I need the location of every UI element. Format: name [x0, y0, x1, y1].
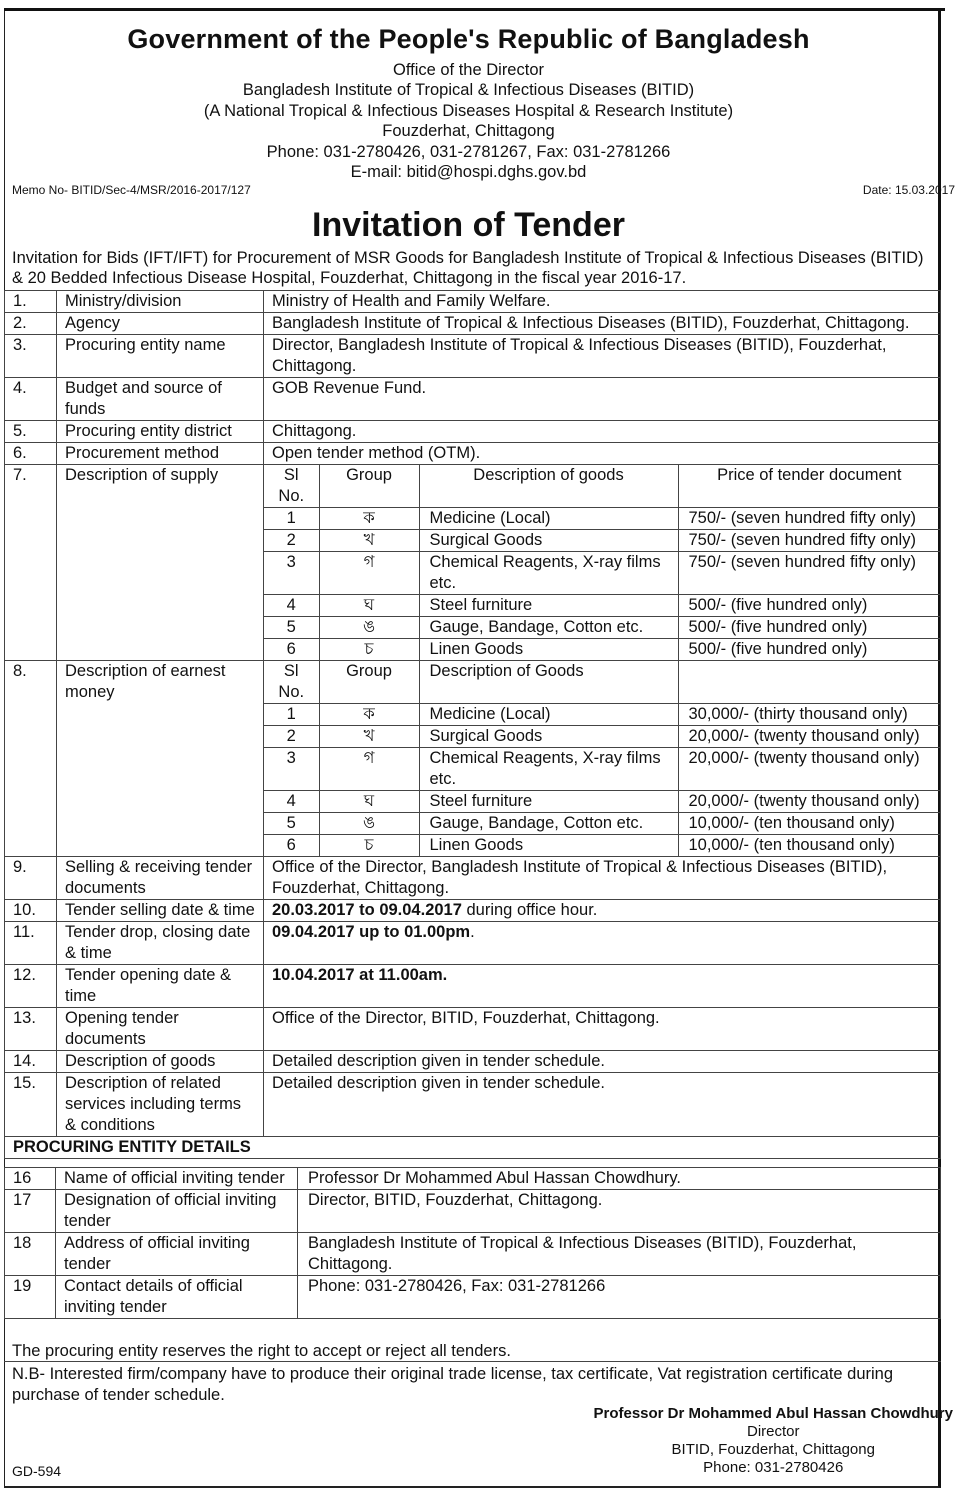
signatory-name: Professor Dr Mohammed Abul Hassan Chowdhury: [593, 1405, 953, 1422]
row-value: GOB Revenue Fund.: [264, 378, 941, 421]
item-group: ক: [319, 704, 419, 726]
row-label: Description of goods: [57, 1051, 264, 1073]
header-amount: [678, 661, 940, 704]
row-label: Description of supply: [57, 465, 264, 661]
row-number: 14.: [5, 1051, 57, 1073]
earnest-row: [264, 748, 940, 791]
row-number: 17: [5, 1190, 56, 1233]
supply-row: [264, 530, 940, 552]
table-row: [5, 1051, 941, 1073]
row-label: Tender drop, closing date & time: [57, 922, 264, 965]
top-rule: [4, 8, 945, 11]
selling-time-note: during office hour.: [461, 901, 598, 919]
row-value: Office of the Director, Bangladesh Institute of Tropical & Infectious Diseases (BITID), Fouzderhat, Chittagong.: [264, 857, 941, 900]
item-sl: 1: [264, 704, 319, 726]
item-group: খ: [319, 726, 419, 748]
row-label: Name of official inviting tender: [56, 1168, 298, 1190]
item-group: গ: [319, 748, 419, 791]
supply-row: [264, 552, 940, 595]
row-label: Description of earnest money: [57, 661, 264, 857]
row-label: Budget and source of funds: [57, 378, 264, 421]
table-row: [5, 1168, 941, 1190]
item-group: ক: [319, 508, 419, 530]
header-line-subtitle: (A National Tropical & Infectious Diseases Hospital & Research Institute): [203, 102, 734, 120]
supply-cell: [264, 465, 941, 661]
row-number: 11.: [5, 922, 57, 965]
signatory-phone: Phone: 031-2780426: [703, 1459, 844, 1476]
row-number: 5.: [5, 421, 57, 443]
header-line-phone: Phone: 031-2780426, 031-2781267, Fax: 031-2781266: [266, 143, 671, 161]
item-sl: 5: [264, 617, 319, 639]
row-value: Director, Bangladesh Institute of Tropical & Infectious Diseases (BITID), Fouzderhat, Chittagong.: [264, 335, 941, 378]
table-row: [5, 313, 941, 335]
row-number: 4.: [5, 378, 57, 421]
row-label: Tender selling date & time: [57, 900, 264, 922]
item-amount: 20,000/- (twenty thousand only): [678, 726, 940, 748]
row-value: [264, 922, 941, 965]
earnest-header-row: [264, 661, 940, 704]
item-sl: 3: [264, 552, 319, 595]
row-number: 8.: [5, 661, 57, 857]
signature-block: [593, 1405, 953, 1477]
item-group: ঙ: [319, 617, 419, 639]
supply-row: [264, 617, 940, 639]
opening-date: 10.04.2017 at 11.00am.: [272, 966, 448, 984]
item-price: 500/- (five hundred only): [678, 617, 940, 639]
row-label: Procurement method: [57, 443, 264, 465]
item-amount: 30,000/- (thirty thousand only): [678, 704, 940, 726]
row-value: Detailed description given in tender schedule.: [264, 1051, 941, 1073]
row-value: Director, BITID, Fouzderhat, Chittagong.: [298, 1190, 941, 1233]
row-label: Procuring entity name: [57, 335, 264, 378]
table-row: [5, 857, 941, 900]
earnest-row: [264, 791, 940, 813]
closing-date-suffix: .: [470, 923, 475, 941]
table-row: [5, 443, 941, 465]
earnest-row: [264, 726, 940, 748]
item-group: ঙ: [319, 813, 419, 835]
item-desc: Linen Goods: [419, 835, 678, 857]
row-number: 10.: [5, 900, 57, 922]
row-value: [264, 965, 941, 1008]
item-desc: Chemical Reagents, X-ray films etc.: [419, 748, 678, 791]
earnest-cell: [264, 661, 941, 857]
intro-paragraph: Invitation for Bids (IFT/IFT) for Procurement of MSR Goods for Bangladesh Institute of Tropical & Infectious Diseases (BITID) & 20 Bedded Infectious Disease Hospital, Fouzderhat, Chittagong in the fiscal year 2016-17.: [12, 249, 924, 287]
header-desc: Description of goods: [419, 465, 678, 508]
reserve-statement: The procuring entity reserves the right to accept or reject all tenders.: [12, 1342, 511, 1360]
item-sl: 6: [264, 639, 319, 661]
item-price: 500/- (five hundred only): [678, 639, 940, 661]
table-row: [5, 1233, 941, 1276]
header-sl: Sl No.: [264, 661, 319, 704]
row-value: Chittagong.: [264, 421, 941, 443]
section-header-row: [5, 1137, 941, 1159]
earnest-row: [264, 704, 940, 726]
procuring-section-title: PROCURING ENTITY DETAILS: [5, 1137, 941, 1159]
row-number: 18: [5, 1233, 56, 1276]
row-value: Open tender method (OTM).: [264, 443, 941, 465]
gd-code: GD-594: [12, 1463, 62, 1479]
row-label: Designation of official inviting tender: [56, 1190, 298, 1233]
supply-row: [264, 595, 940, 617]
header-sl: Sl No.: [264, 465, 319, 508]
item-price: 750/- (seven hundred fifty only): [678, 530, 940, 552]
table-row: [5, 465, 941, 661]
header-price: Price of tender document: [678, 465, 940, 508]
item-sl: 3: [264, 748, 319, 791]
row-value: Professor Dr Mohammed Abul Hassan Chowdhury.: [298, 1168, 941, 1190]
row-value: Bangladesh Institute of Tropical & Infectious Diseases (BITID), Fouzderhat, Chittagong.: [264, 313, 941, 335]
row-number: 16: [5, 1168, 56, 1190]
item-desc: Steel furniture: [419, 595, 678, 617]
tender-details-table: [4, 290, 941, 1159]
item-desc: Gauge, Bandage, Cotton etc.: [419, 813, 678, 835]
supply-table: [264, 465, 940, 660]
row-number: 1.: [5, 291, 57, 313]
closing-date: 09.04.2017 up to 01.00pm: [272, 923, 471, 941]
row-label: Tender opening date & time: [57, 965, 264, 1008]
row-number: 15.: [5, 1073, 57, 1137]
item-sl: 2: [264, 530, 319, 552]
row-number: 7.: [5, 465, 57, 661]
row-value: Office of the Director, BITID, Fouzderhat, Chittagong.: [264, 1008, 941, 1051]
supply-row: [264, 508, 940, 530]
table-row: [5, 1073, 941, 1137]
earnest-row: [264, 835, 940, 857]
item-amount: 10,000/- (ten thousand only): [678, 835, 940, 857]
table-row: [5, 1008, 941, 1051]
row-value: Ministry of Health and Family Welfare.: [264, 291, 941, 313]
item-price: 500/- (five hundred only): [678, 595, 940, 617]
nb-statement: N.B- Interested firm/company have to produce their original trade license, tax certificate, Vat registration certificate during purchase of tender schedule.: [4, 1361, 941, 1408]
row-number: 13.: [5, 1008, 57, 1051]
item-amount: 20,000/- (twenty thousand only): [678, 791, 940, 813]
item-group: চ: [319, 639, 419, 661]
table-row: [5, 922, 941, 965]
item-desc: Gauge, Bandage, Cotton etc.: [419, 617, 678, 639]
item-group: খ: [319, 530, 419, 552]
item-amount: 20,000/- (twenty thousand only): [678, 748, 940, 791]
item-sl: 4: [264, 595, 319, 617]
procuring-entity-table: [4, 1167, 941, 1319]
item-price: 750/- (seven hundred fifty only): [678, 508, 940, 530]
item-sl: 2: [264, 726, 319, 748]
row-label: Description of related services including terms & conditions: [57, 1073, 264, 1137]
row-label: Procuring entity district: [57, 421, 264, 443]
header-line-office: Office of the Director: [392, 61, 544, 79]
header-group: Group: [319, 661, 419, 704]
government-title: Government of the People's Republic of Bangladesh: [127, 24, 810, 54]
table-row: [5, 335, 941, 378]
memo-number: Memo No- BITID/Sec-4/MSR/2016-2017/127: [12, 183, 251, 197]
item-desc: Medicine (Local): [419, 704, 678, 726]
supply-header-row: [264, 465, 940, 508]
item-group: ঘ: [319, 791, 419, 813]
item-group: চ: [319, 835, 419, 857]
row-label: Selling & receiving tender documents: [57, 857, 264, 900]
header-line-location: Fouzderhat, Chittagong: [382, 122, 555, 140]
row-label: Contact details of official inviting tender: [56, 1276, 298, 1319]
row-value: Bangladesh Institute of Tropical & Infectious Diseases (BITID), Fouzderhat, Chittagong.: [298, 1233, 941, 1276]
table-row: [5, 291, 941, 313]
signatory-designation: Director: [746, 1423, 800, 1440]
header-group: Group: [319, 465, 419, 508]
item-desc: Chemical Reagents, X-ray films etc.: [419, 552, 678, 595]
row-label: Agency: [57, 313, 264, 335]
signatory-place: BITID, Fouzderhat, Chittagong: [671, 1441, 875, 1458]
item-sl: 1: [264, 508, 319, 530]
item-sl: 4: [264, 791, 319, 813]
row-number: 12.: [5, 965, 57, 1008]
item-sl: 6: [264, 835, 319, 857]
row-label: Opening tender documents: [57, 1008, 264, 1051]
header-line-email: E-mail: bitid@hospi.dghs.gov.bd: [350, 163, 587, 181]
row-number: 3.: [5, 335, 57, 378]
row-value: [264, 900, 941, 922]
row-number: 9.: [5, 857, 57, 900]
item-desc: Steel furniture: [419, 791, 678, 813]
row-label: Ministry/division: [57, 291, 264, 313]
header-line-institute: Bangladesh Institute of Tropical & Infectious Diseases (BITID): [242, 81, 695, 99]
item-desc: Medicine (Local): [419, 508, 678, 530]
row-value: Detailed description given in tender schedule.: [264, 1073, 941, 1137]
item-amount: 10,000/- (ten thousand only): [678, 813, 940, 835]
table-row: [5, 965, 941, 1008]
supply-row: [264, 639, 940, 661]
item-group: ঘ: [319, 595, 419, 617]
item-price: 750/- (seven hundred fifty only): [678, 552, 940, 595]
item-desc: Surgical Goods: [419, 726, 678, 748]
row-number: 6.: [5, 443, 57, 465]
item-sl: 5: [264, 813, 319, 835]
memo-date: Date: 15.03.2017: [862, 183, 955, 197]
earnest-row: [264, 813, 940, 835]
item-group: গ: [319, 552, 419, 595]
item-desc: Linen Goods: [419, 639, 678, 661]
earnest-table: [264, 661, 940, 856]
table-row: [5, 661, 941, 857]
selling-dates: 20.03.2017 to 09.04.2017: [272, 901, 462, 919]
row-label: Address of official inviting tender: [56, 1233, 298, 1276]
row-number: 2.: [5, 313, 57, 335]
header-desc: Description of Goods: [419, 661, 678, 704]
table-row: [5, 421, 941, 443]
notice-title: Invitation of Tender: [312, 206, 625, 244]
item-desc: Surgical Goods: [419, 530, 678, 552]
table-row: [5, 378, 941, 421]
row-number: 19: [5, 1276, 56, 1319]
table-row: [5, 1190, 941, 1233]
row-value: Phone: 031-2780426, Fax: 031-2781266: [298, 1276, 941, 1319]
table-row: [5, 1276, 941, 1319]
table-row: [5, 900, 941, 922]
